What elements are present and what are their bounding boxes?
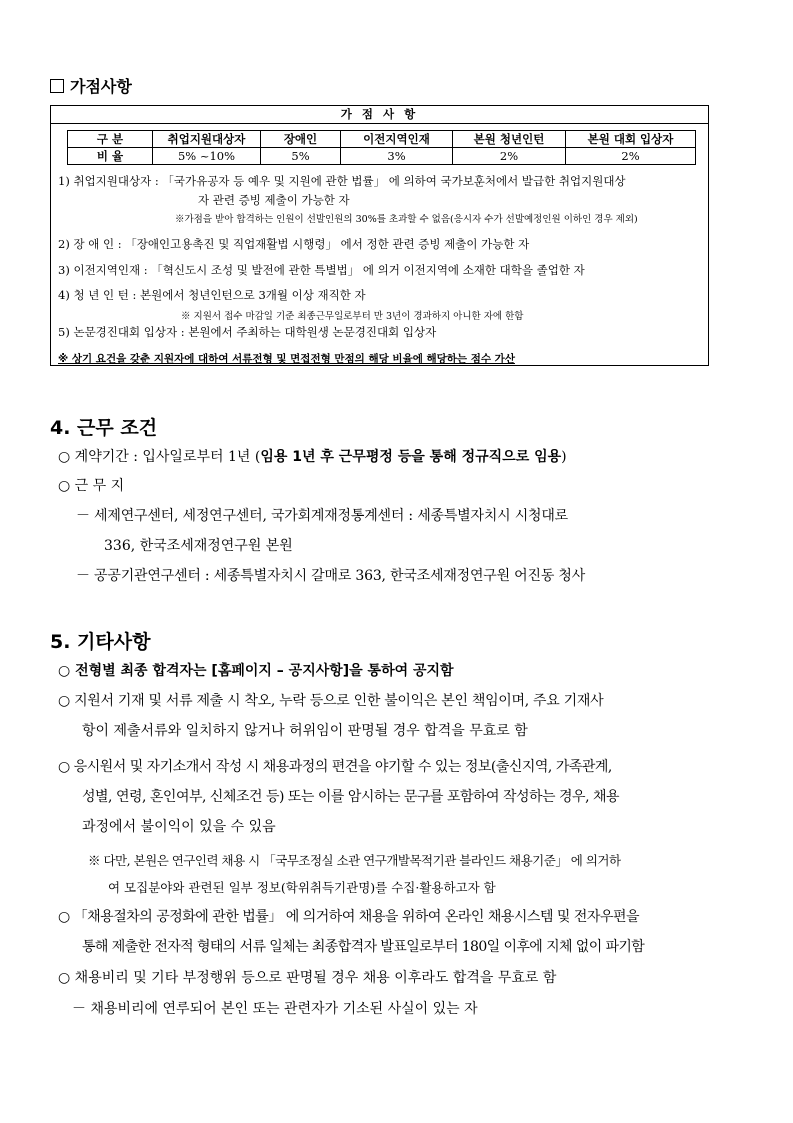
misc-item-3-line-1: ○ 응시원서 및 자기소개서 작성 시 채용과정의 편견을 야기할 수 있는 정보(출신지역, 가족관계, (58, 759, 612, 775)
table-cell: 2% (453, 148, 566, 165)
misc-item-3-note-line-1: ※ 다만, 본원은 연구인력 채용 시 「국무조정실 소관 연구개발목적기관 블라인드 채용기준」 에 의거하 (88, 853, 621, 868)
bonus-rate-table (67, 130, 696, 165)
misc-item-3-line-3: 과정에서 불이익이 있을 수 있음 (82, 819, 276, 835)
checkbox-icon (50, 79, 64, 93)
misc-item-5-sub: － 채용비리에 연루되어 본인 또는 관련자가 기소된 사실이 있는 자 (72, 1001, 478, 1017)
table-header-cell: 본원 대회 입상자 (566, 131, 696, 148)
table-header-cell: 장애인 (261, 131, 341, 148)
note-4-sub: ※ 지원서 접수 마감일 기준 최종근무일로부터 만 3년이 경과하지 아니한 자에 한함 (181, 311, 524, 322)
misc-item-2-line-2: 항이 제출서류와 일치하지 않거나 허위임이 판명될 경우 합격을 무효로 함 (82, 723, 528, 739)
table-header-cell: 이전지역인재 (341, 131, 453, 148)
table-cell: 5% (261, 148, 341, 165)
work-location-label: ○ 근 무 지 (58, 478, 125, 494)
table-cell: 3% (341, 148, 453, 165)
table-header-cell: 본원 청년인턴 (453, 131, 566, 148)
work-conditions-heading: 4. 근무 조건 (50, 417, 158, 439)
note-5: 5) 논문경진대회 입상자 : 본원에서 주최하는 대학원생 논문경진대회 입상자 (58, 325, 437, 339)
table-header-cell: 취업지원대상자 (153, 131, 261, 148)
misc-item-1: ○ 전형별 최종 합격자는 [홈페이지 – 공지사항]을 통하여 공지함 (58, 663, 454, 679)
table-header-row (68, 131, 696, 148)
note-1-line-2: 자 관련 증빙 제출이 가능한 자 (198, 193, 350, 207)
bonus-box (50, 105, 709, 366)
bonus-box-title: 가 점 사 항 (51, 106, 708, 124)
work-location-2: － 공공기관연구센터 : 세종특별자치시 갈매로 363, 한국조세재정연구원 어진동 청사 (76, 568, 586, 584)
misc-item-4-line-1: ○ 「채용절차의 공정화에 관한 법률」 에 의거하여 채용을 위하여 온라인 채용시스템 및 전자우편을 (58, 909, 640, 925)
misc-item-2-line-1: ○ 지원서 기재 및 서류 제출 시 착오, 누락 등으로 인한 불이익은 본인 책임이며, 주요 기재사 (58, 693, 604, 709)
bonus-summary: ※ 상기 요건을 갖춘 지원자에 대하여 서류전형 및 면접전형 만점의 해당 비율에 해당하는 점수 가산 (58, 353, 515, 365)
table-header-cell: 구 분 (68, 131, 153, 148)
misc-item-3-note-line-2: 여 모집분야와 관련된 일부 정보(학위취득기관명)를 수집·활용하고자 함 (108, 880, 496, 895)
table-row (68, 148, 696, 165)
note-2: 2) 장 애 인 : 「장애인고용촉진 및 직업재활법 시행령」 에서 정한 관련 증빙 제출이 가능한 자 (58, 237, 530, 251)
note-3: 3) 이전지역인재 : 「혁신도시 조성 및 발전에 관한 특별법」 에 의거 이전지역에 소재한 대학을 졸업한 자 (58, 263, 585, 277)
misc-heading: 5. 기타사항 (50, 631, 151, 653)
note-1-line-1: 1) 취업지원대상자 : 「국가유공자 등 예우 및 지원에 관한 법률」 에 의하여 국가보훈처에서 발급한 취업지원대상 (58, 174, 626, 188)
misc-item-5: ○ 채용비리 및 기타 부정행위 등으로 판명될 경우 채용 이후라도 합격을 무효로 함 (58, 970, 557, 986)
misc-item-3-line-2: 성별, 연령, 혼인여부, 신체조건 등) 또는 이를 암시하는 문구를 포함하여 작성하는 경우, 채용 (82, 789, 620, 805)
table-cell: 2% (566, 148, 696, 165)
work-location-1-line-2: 336, 한국조세재정연구원 본원 (104, 538, 293, 554)
contract-period: ○ 계약기간 : 입사일로부터 1년 (임용 1년 후 근무평정 등을 통해 정규직으로 임용) (58, 449, 567, 465)
note-1-sub: ※가점을 받아 합격하는 인원이 선발인원의 30%를 초과할 수 없음(응시자 수가 선발예정인원 이하인 경우 제외) (175, 214, 638, 225)
bonus-section-heading: 가점사항 (50, 74, 132, 97)
table-row-label: 비 율 (68, 148, 153, 165)
work-location-1-line-1: － 세제연구센터, 세정연구센터, 국가회계재정통계센터 : 세종특별자치시 시청대로 (76, 508, 569, 524)
note-4: 4) 청 년 인 턴 : 본원에서 청년인턴으로 3개월 이상 재직한 자 (58, 288, 366, 302)
misc-item-4-line-2: 통해 제출한 전자적 형태의 서류 일체는 최종합격자 발표일로부터 180일 이후에 지체 없이 파기함 (82, 939, 645, 955)
table-cell: 5% ~10% (153, 148, 261, 165)
